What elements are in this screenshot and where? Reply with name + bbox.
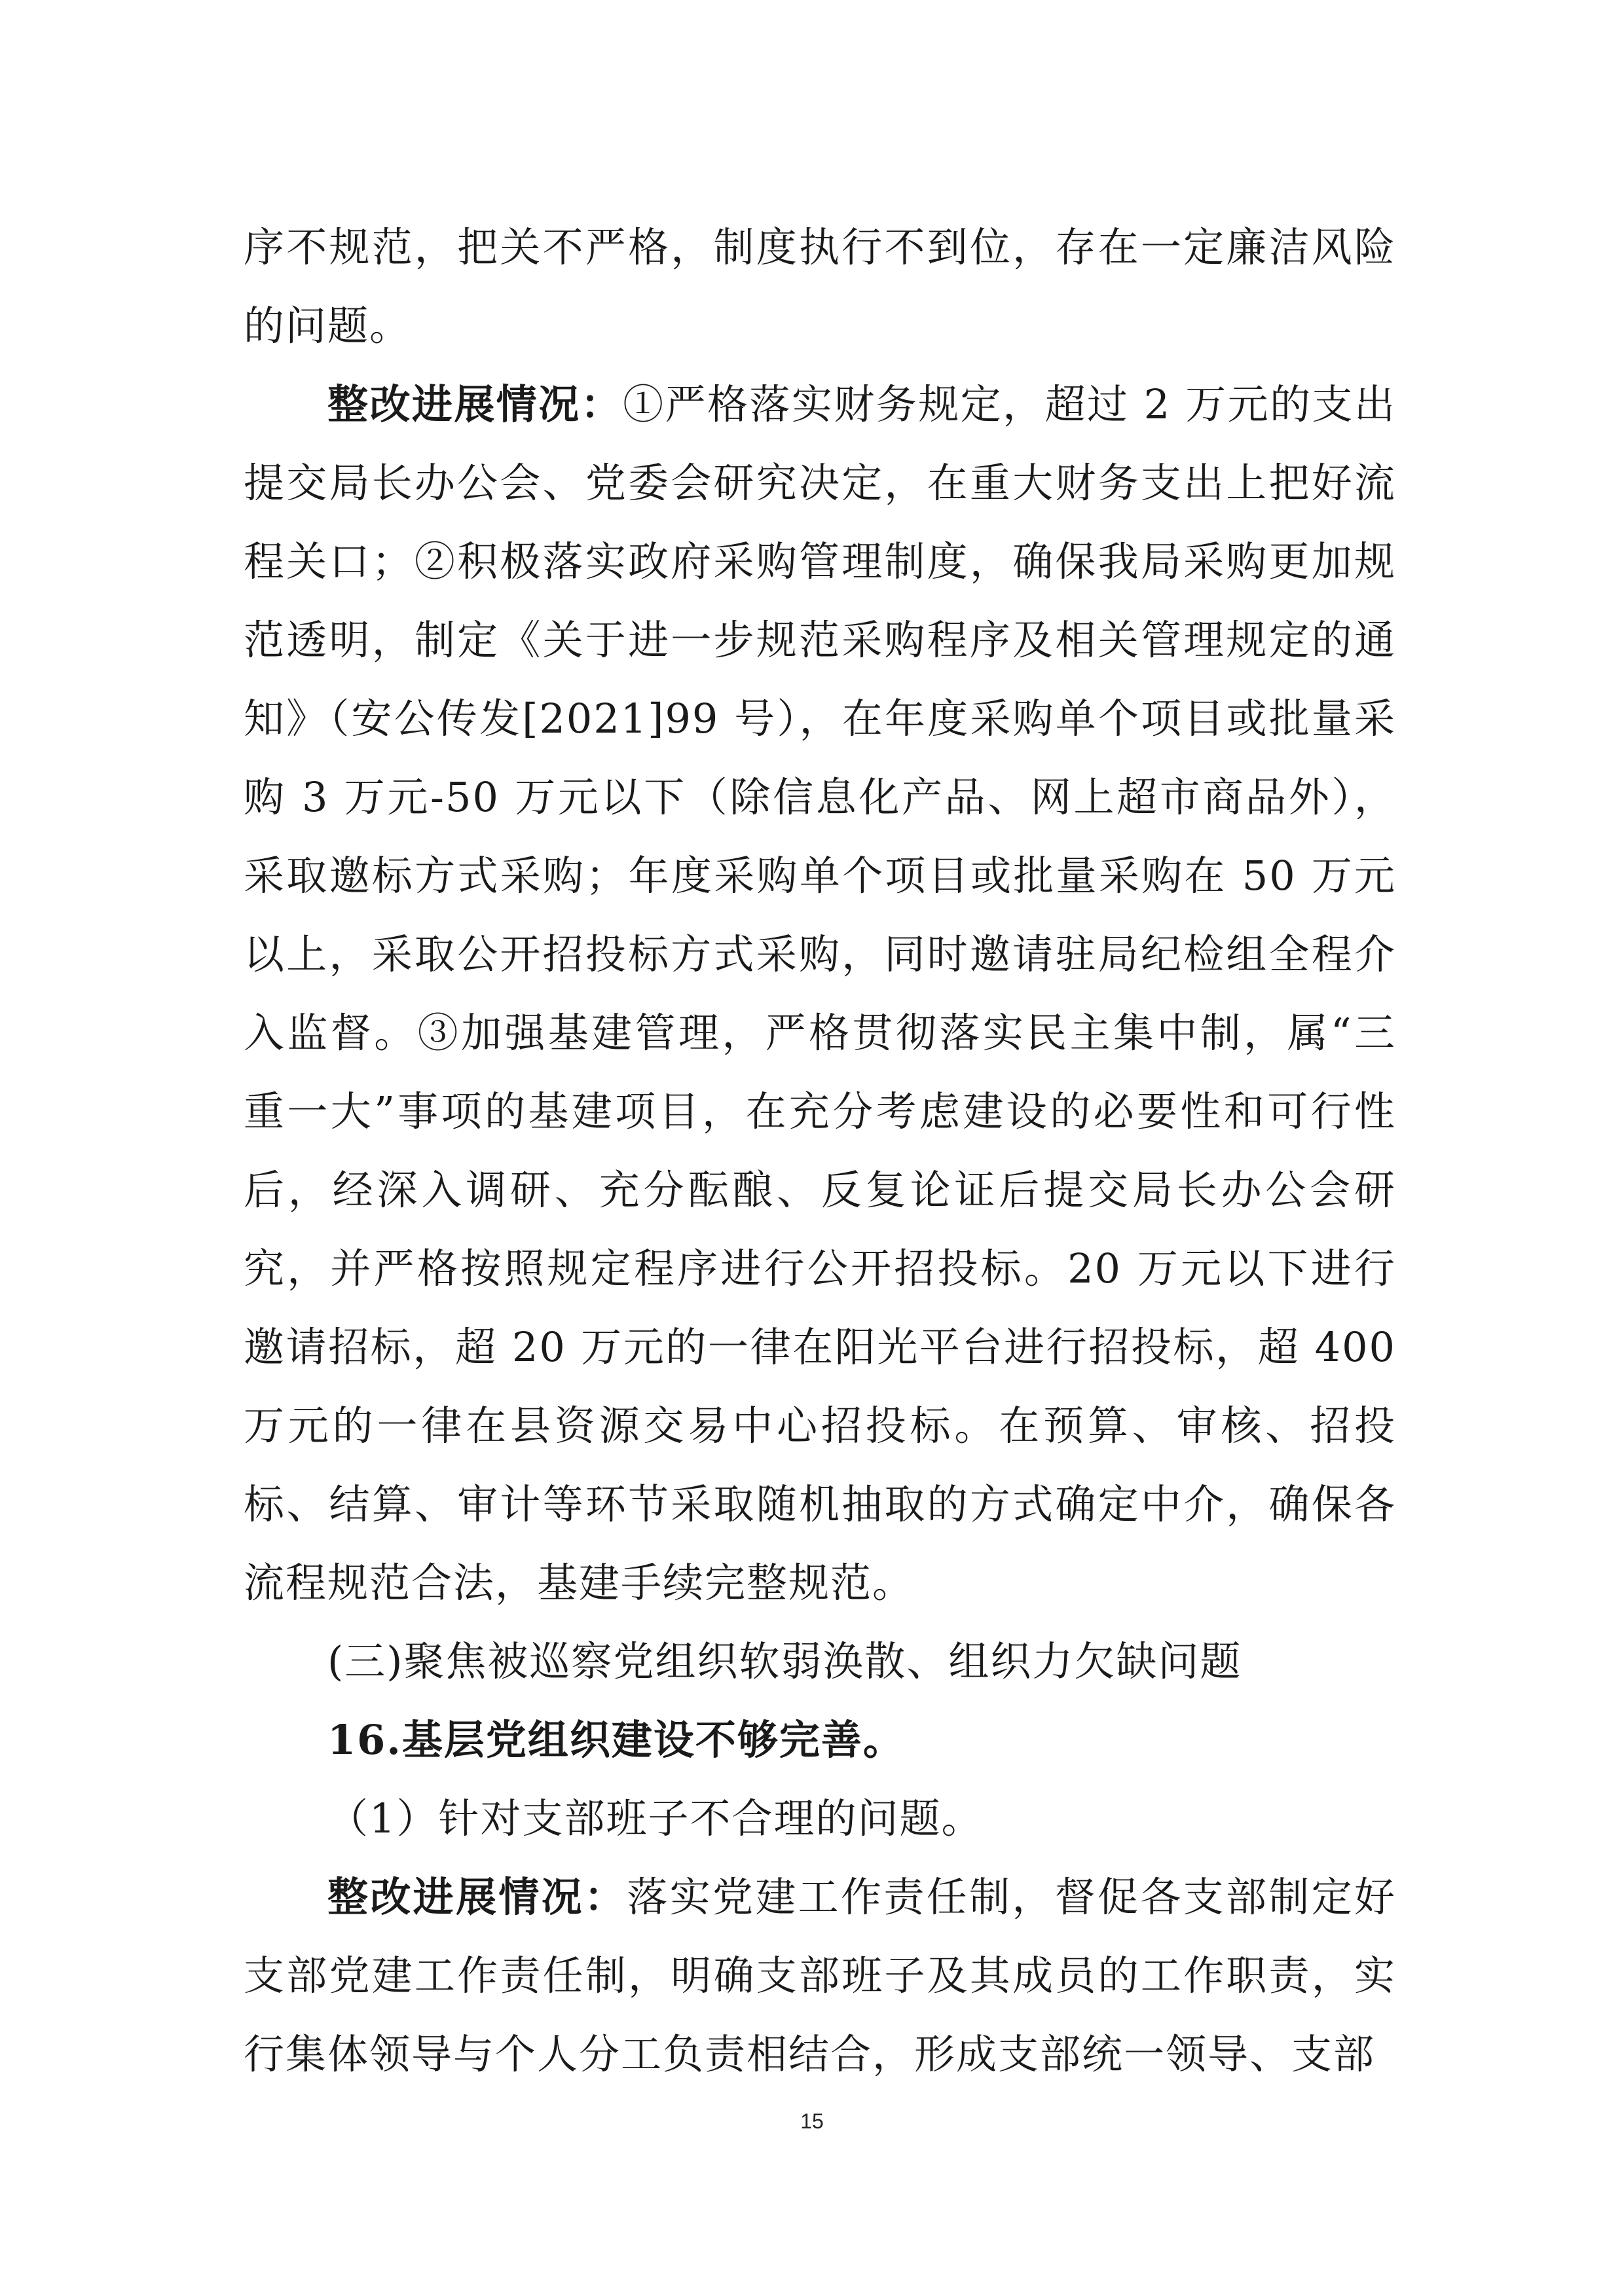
paragraph-text: ①严格落实财务规定，超过 2 万元的支出提交局长办公会、党委会研究决定，在重大财务支出上把好流程关口；②积极落实政府采购管理制度，确保我局采购更加规范透明，制定《关于进一步规范采购程序及相关管理规定的通知》（安公传发[2021]99 号），在年度采购单个项目或批量采购 3 万元-50 万元以下（除信息化产品、网上超市商品外），采取邀标方式采购；年度采购单个项目或批量采购在 50 万元以上，采取公开招投标方式采购，同时邀请驻局纪检组全程介入监督。③加强基建管理，严格贯彻落实民主集中制，属“三重一大”事项的基建项目，在充分考虑建设的必要性和可行性后，经深入调研、充分酝酿、反复论证后提交局长办公会研究，并严格按照规定程序进行公开招投标。20 万元以下进行邀请招标，超 20 万元的一律在阳光平台进行招投标，超 400 万元的一律在县资源交易中心招投标。在预算、审核、招投标、结算、审计等环节采取随机抽取的方式确定中介，确保各流程规范合法，基建手续完整规范。: [244, 380, 1396, 1607]
progress-label: 整改进展情况：: [327, 1873, 627, 1921]
progress-label: 整改进展情况：: [327, 380, 623, 428]
section-heading-text: (三)聚焦被巡察党组织软弱涣散、组织力欠缺问题: [327, 1637, 1242, 1685]
document-body: [244, 208, 1396, 2094]
section-heading: [244, 1622, 1396, 1701]
paragraph-text: 落实党建工作责任制，督促各支部制定好支部党建工作责任制，明确支部班子及其成员的工作职责，实行集体领导与个人分工负责相结合，形成支部统一领导、支部: [244, 1873, 1396, 2078]
item-heading: [244, 1701, 1396, 1779]
paragraph-rectification-progress-1: [244, 365, 1396, 1622]
page-number: 15: [800, 2109, 824, 2133]
item-heading-text: 16.基层党组织建设不够完善。: [327, 1716, 905, 1764]
paragraph-continuation: [244, 208, 1396, 365]
paragraph-rectification-progress-2: [244, 1858, 1396, 2094]
sub-item-heading-text: （1）针对支部班子不合理的问题。: [327, 1795, 984, 1842]
sub-item-heading: [244, 1779, 1396, 1858]
paragraph-text: 序不规范，把关不严格，制度执行不到位，存在一定廉洁风险的问题。: [244, 223, 1396, 350]
